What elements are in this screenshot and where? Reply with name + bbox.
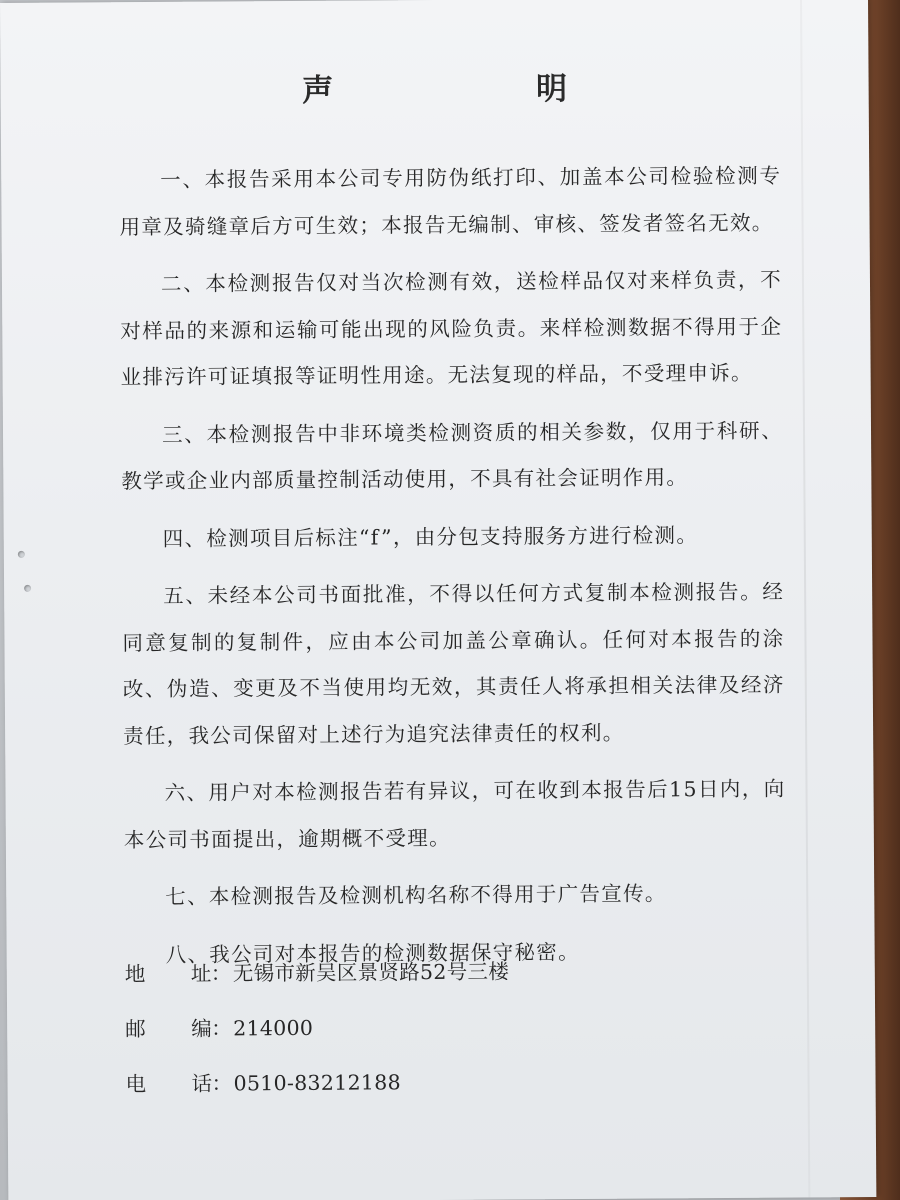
clause-5: 五、未经本公司书面批准，不得以任何方式复制本检测报告。经同意复制的复制件，应由本公司加盖公章确认。任何对本报告的涂改、伪造、变更及不当使用均无效，其责任人将承担相关法律及经济责任，我公司保留对上述行为追究法律责任的权利。 — [122, 579, 785, 748]
phone-label-char-2: 话 — [191, 1071, 213, 1096]
postcode-label-char-1: 邮 — [125, 1017, 146, 1042]
contact-block — [125, 953, 788, 1123]
clause-4: 四、检测项目后标注“f”，由分包支持服务方进行检测。 — [162, 522, 699, 551]
clause-3: 三、本检测报告中非环境类检测资质的相关参数，仅用于科研、教学或企业内部质量控制活动使用，不具有社会证明作用。 — [121, 418, 784, 494]
document-title: 声 明 — [302, 70, 664, 109]
clause-6: 六、用户对本检测报告若有异议，可在收到本报告后15日内，向本公司书面提出，逾期概不受理。 — [123, 776, 786, 852]
contact-row-postcode — [125, 1008, 787, 1068]
clause-2: 二、本检测报告仅对当次检测有效，送检样品仅对来样负责，不对样品的来源和运输可能出现的风险负责。来样检测数据不得用于企业排污许可证填报等证明性用途。无法复现的样品，不受理申诉。 — [120, 267, 783, 390]
address-label-char-1: 地 — [124, 962, 146, 987]
phone-label-char-1: 电 — [125, 1072, 147, 1097]
phone-separator: ： — [211, 1071, 233, 1096]
phone-value: 0510-83212188 — [233, 1070, 401, 1096]
clause-8: 八、我公司对本报告的检测数据保守秘密。 — [165, 939, 580, 967]
clause-1: 一、本报告采用本公司专用防伪纸打印、加盖本公司检验检测专用章及骑缝章后方可生效；本报告无编制、审核、签发者签名无效。 — [119, 163, 782, 239]
clause-7: 七、本检测报告及检测机构名称不得用于广告宣传。 — [165, 881, 667, 909]
postcode-label-char-2: 编 — [191, 1016, 212, 1041]
binding-hole — [24, 585, 31, 592]
contact-row-phone — [125, 1063, 787, 1123]
declaration-clauses — [119, 153, 787, 990]
address-separator: ： — [210, 961, 232, 986]
contact-row-address — [125, 953, 787, 1013]
binding-hole — [18, 551, 25, 558]
postcode-separator: ： — [211, 1016, 232, 1041]
postcode-value: 214000 — [233, 1015, 314, 1041]
address-label-char-2: 址 — [190, 961, 212, 986]
paper-crease — [800, 0, 810, 1197]
address-value: 无锡市新吴区景贤路52号三楼 — [232, 959, 510, 986]
